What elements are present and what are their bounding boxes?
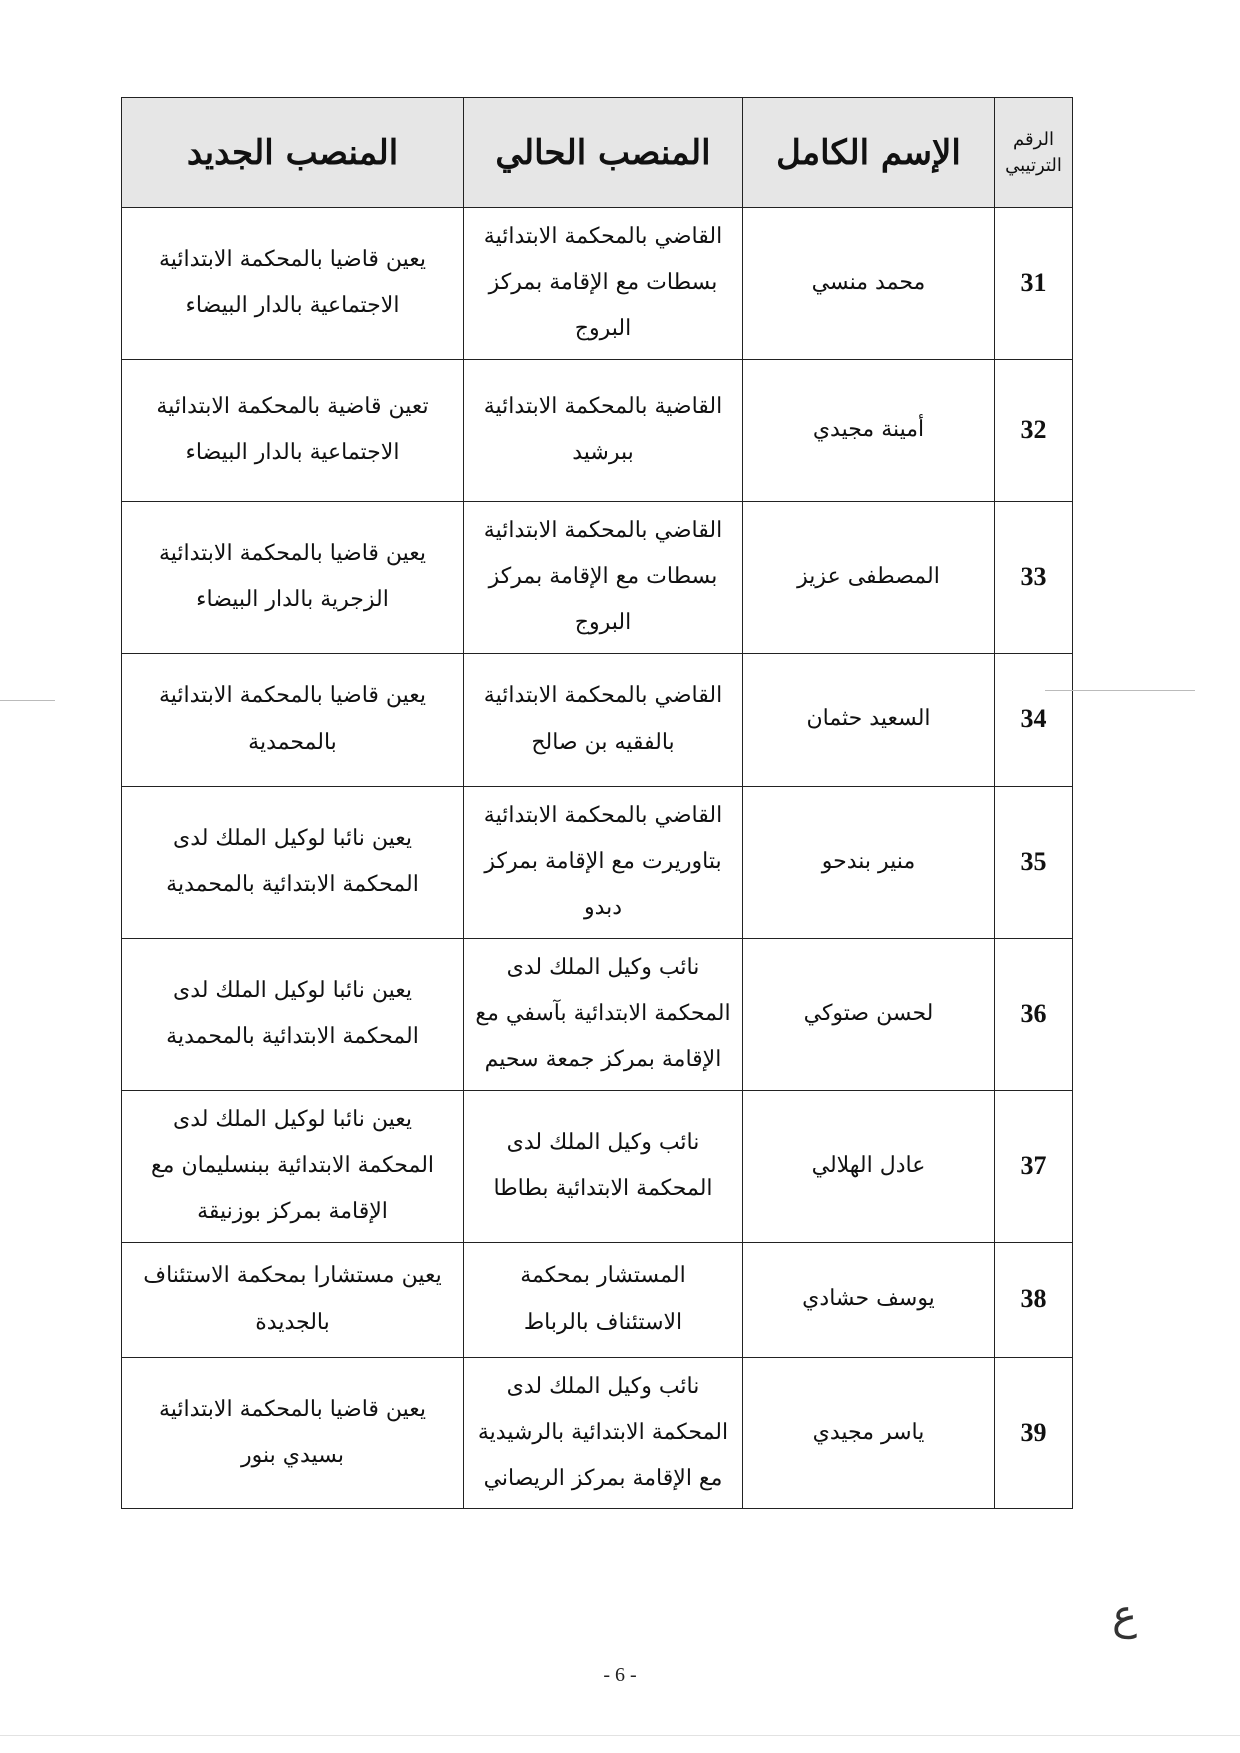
table-row [122, 1242, 1073, 1357]
table-row [122, 653, 1073, 786]
row-number: 36 [995, 938, 1073, 1090]
row-new-position: يعين نائبا لوكيل الملك لدى المحكمة الابتدائية بالمحمدية [122, 786, 464, 938]
row-full-name: المصطفى عزيز [743, 501, 995, 653]
row-new-position: يعين قاضيا بالمحكمة الابتدائية بالمحمدية [122, 653, 464, 786]
row-current-position: القاضي بالمحكمة الابتدائية بسطات مع الإقامة بمركز البروج [464, 501, 743, 653]
scan-artifact-right [1045, 690, 1195, 691]
table-header-row [122, 98, 1073, 208]
header-full-name: الإسم الكامل [743, 98, 995, 208]
row-full-name: لحسن صتوكي [743, 938, 995, 1090]
row-current-position: القاضية بالمحكمة الابتدائية ببرشيد [464, 359, 743, 501]
row-full-name: منير بندحو [743, 786, 995, 938]
handwritten-initials: ع [1112, 1590, 1138, 1639]
row-current-position: المستشار بمحكمة الاستئناف بالرباط [464, 1242, 743, 1357]
row-full-name: أمينة مجيدي [743, 359, 995, 501]
row-current-position: القاضي بالمحكمة الابتدائية بالفقيه بن صالح [464, 653, 743, 786]
row-full-name: ياسر مجيدي [743, 1357, 995, 1509]
table-row [122, 501, 1073, 653]
scan-artifact-bottom [0, 1735, 1240, 1736]
scan-artifact-left [0, 700, 55, 701]
table-row [122, 208, 1073, 360]
row-full-name: محمد منسي [743, 208, 995, 360]
row-current-position: القاضي بالمحكمة الابتدائية بسطات مع الإقامة بمركز البروج [464, 208, 743, 360]
row-current-position: نائب وكيل الملك لدى المحكمة الابتدائية بآسفي مع الإقامة بمركز جمعة سحيم [464, 938, 743, 1090]
table-row [122, 1357, 1073, 1509]
row-number: 35 [995, 786, 1073, 938]
row-current-position: القاضي بالمحكمة الابتدائية بتاوريرت مع الإقامة بمركز دبدو [464, 786, 743, 938]
table-row [122, 359, 1073, 501]
row-new-position: يعين مستشارا بمحكمة الاستئناف بالجديدة [122, 1242, 464, 1357]
table-row [122, 1090, 1073, 1242]
row-current-position: نائب وكيل الملك لدى المحكمة الابتدائية بالرشيدية مع الإقامة بمركز الريصاني [464, 1357, 743, 1509]
row-number: 32 [995, 359, 1073, 501]
row-full-name: السعيد حثمان [743, 653, 995, 786]
row-number: 31 [995, 208, 1073, 360]
row-new-position: يعين قاضيا بالمحكمة الابتدائية بسيدي بنور [122, 1357, 464, 1509]
row-number: 38 [995, 1242, 1073, 1357]
row-number: 39 [995, 1357, 1073, 1509]
header-number: الرقم الترتيبي [995, 98, 1073, 208]
row-new-position: يعين نائبا لوكيل الملك لدى المحكمة الابتدائية بالمحمدية [122, 938, 464, 1090]
row-full-name: يوسف حشادي [743, 1242, 995, 1357]
row-new-position: يعين قاضيا بالمحكمة الابتدائية الزجرية بالدار البيضاء [122, 501, 464, 653]
page-number: - 6 - [603, 1664, 637, 1686]
table-row [122, 938, 1073, 1090]
row-current-position: نائب وكيل الملك لدى المحكمة الابتدائية بطاطا [464, 1090, 743, 1242]
appointments-table [121, 97, 1073, 1509]
table-row [122, 786, 1073, 938]
row-number: 34 [995, 653, 1073, 786]
row-new-position: يعين قاضيا بالمحكمة الابتدائية الاجتماعية بالدار البيضاء [122, 208, 464, 360]
row-number: 33 [995, 501, 1073, 653]
header-new-position: المنصب الجديد [122, 98, 464, 208]
row-new-position: يعين نائبا لوكيل الملك لدى المحكمة الابتدائية ببنسليمان مع الإقامة بمركز بوزنيقة [122, 1090, 464, 1242]
header-current-position: المنصب الحالي [464, 98, 743, 208]
row-number: 37 [995, 1090, 1073, 1242]
row-new-position: تعين قاضية بالمحكمة الابتدائية الاجتماعية بالدار البيضاء [122, 359, 464, 501]
row-full-name: عادل الهلالي [743, 1090, 995, 1242]
